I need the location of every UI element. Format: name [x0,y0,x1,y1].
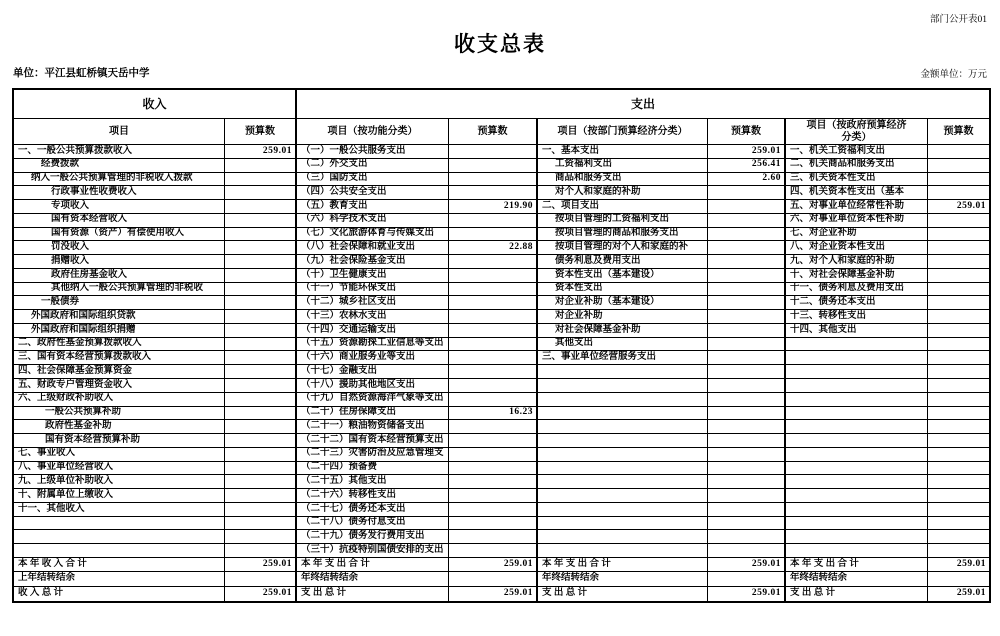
table-row-value-cell [708,283,786,297]
col-header-dept-budget: 预算数 [708,119,786,145]
table-row-item-cell: 九、对个人和家庭的补助 [786,255,928,269]
table-row-item-cell: （二十九）债务发行费用支出 [297,530,449,544]
table-row-item-cell [538,503,708,517]
table-row-value-cell [225,351,297,365]
table-row-value-cell [928,530,989,544]
unit-name: 单位：平江县虹桥镇天岳中学 [13,68,150,79]
total-row-item-cell: 本 年 收 入 合 计 [14,558,225,572]
table-row-value-cell [449,338,538,352]
total-row-value-cell [449,572,538,586]
table-row-item-cell [538,379,708,393]
table-row-item-cell [786,338,928,352]
table-row-value-cell [708,338,786,352]
table-row-value-cell [449,186,538,200]
table-row-item-cell: 十三、转移性支出 [786,310,928,324]
col-header-govt-budget: 预算数 [928,119,989,145]
table-row-value-cell [708,407,786,421]
col-header-dept-item: 项目（按部门预算经济分类） [538,119,708,145]
table-row-item-cell [538,475,708,489]
table-row-item-cell: （九）社会保险基金支出 [297,255,449,269]
total-row-value-cell: 259.01 [449,587,538,601]
table-row-item-cell: （十四）交通运输支出 [297,324,449,338]
table-row-value-cell [928,420,989,434]
table-row-item-cell: 十一、其他收入 [14,503,225,517]
table-row-value-cell [225,462,297,476]
table-row-item-cell [538,530,708,544]
table-row-item-cell: 七、事业收入 [14,448,225,462]
table-row-item-cell [786,365,928,379]
table-row-value-cell [708,269,786,283]
table-row-item-cell: （十八）援助其他地区支出 [297,379,449,393]
table-row-item-cell: （十二）城乡社区支出 [297,296,449,310]
table-row-item-cell [14,530,225,544]
table-row-item-cell: 对社会保障基金补助 [538,324,708,338]
budget-summary-table [12,88,991,603]
total-row-item-cell: 上年结转结余 [14,572,225,586]
table-row-item-cell: 二、机关商品和服务支出 [786,159,928,173]
total-row-item-cell: 年终结转结余 [297,572,449,586]
table-row-value-cell [928,324,989,338]
table-row-value-cell [225,159,297,173]
table-row-value-cell [449,310,538,324]
table-row-value-cell [928,173,989,187]
table-row-item-cell: 一、一般公共预算拨款收入 [14,145,225,159]
table-row-value-cell [928,517,989,531]
table-row-value-cell [928,310,989,324]
table-row-value-cell [928,407,989,421]
table-row-item-cell: （六）科学技术支出 [297,214,449,228]
table-row-value-cell [225,283,297,297]
total-row-item-cell: 本 年 支 出 合 计 [297,558,449,572]
table-row-value-cell [225,228,297,242]
table-row-item-cell: 十二、债务还本支出 [786,296,928,310]
table-totals [14,558,989,601]
table-row-value-cell [225,269,297,283]
table-row-value-cell [928,214,989,228]
table-row-item-cell: （五）教育支出 [297,200,449,214]
table-row-value-cell [225,489,297,503]
table-row-value-cell [225,310,297,324]
table-row-value-cell [708,462,786,476]
table-row-item-cell: 国有资本经营收入 [14,214,225,228]
table-row-item-cell [786,475,928,489]
table-row-value-cell [928,269,989,283]
table-row-item-cell: 十四、其他支出 [786,324,928,338]
table-row-value-cell [708,434,786,448]
table-row-item-cell: 工资福利支出 [538,159,708,173]
group-header-expenditure: 支出 [297,90,989,119]
table-row-item-cell: 罚没收入 [14,241,225,255]
table-row-item-cell: （二十三）灾害防治及应急管理支 [297,448,449,462]
table-row-item-cell [786,517,928,531]
table-row-item-cell: 国有资源（资产）有偿使用收入 [14,228,225,242]
table-row-item-cell: 行政事业性收费收入 [14,186,225,200]
total-row-value-cell: 259.01 [956,588,986,599]
table-row-item-cell [786,503,928,517]
table-row-item-cell: 三、机关资本性支出 [786,173,928,187]
table-row-value-cell [225,241,297,255]
table-row-value-cell [708,503,786,517]
table-row-item-cell [538,393,708,407]
total-row-value-cell [928,572,989,586]
meta-row [13,65,987,80]
table-row-item-cell: （八）社会保障和就业支出 [297,241,449,255]
col-header-govt-item: 项目（按政府预算经济分类） [786,119,928,145]
table-row-item-cell: 三、事业单位经营服务支出 [538,351,708,365]
table-row-value-cell [708,324,786,338]
total-row-item-cell: 本 年 支 出 合 计 [538,558,708,572]
table-row-item-cell: 七、对企业补助 [786,228,928,242]
table-row-item-cell [538,544,708,558]
table-row-value-cell [225,173,297,187]
table-row-item-cell: 按项目管理的工资福利支出 [538,214,708,228]
table-row-item-cell: （七）文化旅游体育与传媒支出 [297,228,449,242]
table-row-value-cell [449,379,538,393]
table-row-value-cell [225,475,297,489]
table-row-value-cell [449,503,538,517]
page-title: 收支总表 [454,32,546,56]
table-row-value-cell [708,517,786,531]
table-row-item-cell: （十）卫生健康支出 [297,269,449,283]
table-row-item-cell: （二十二）国有资本经营预算支出 [297,434,449,448]
table-row-item-cell: 政府性基金补助 [14,420,225,434]
table-row-item-cell: 四、机关资本性支出（基本 [786,186,928,200]
table-row-item-cell: 外国政府和国际组织捐赠 [14,324,225,338]
table-row-item-cell [538,365,708,379]
table-row-value-cell [449,214,538,228]
table-row-item-cell: 十一、债务利息及费用支出 [786,283,928,297]
table-row-item-cell: （三）国防支出 [297,173,449,187]
table-row-item-cell [14,517,225,531]
table-row-value-cell [928,228,989,242]
table-row-item-cell: （十九）自然资源海洋气象等支出 [297,393,449,407]
table-body [14,145,989,558]
table-row-item-cell: 一、基本支出 [538,145,708,159]
table-row-value-cell [928,255,989,269]
table-row-item-cell: （二十六）转移性支出 [297,489,449,503]
table-row-value-cell [708,296,786,310]
table-row-item-cell: （二十八）债务付息支出 [297,517,449,531]
table-row-item-cell: （一）一般公共服务支出 [297,145,449,159]
table-row-value-cell [928,159,989,173]
table-row-value-cell [225,379,297,393]
table-row-item-cell [14,544,225,558]
table-row-item-cell: 十、对社会保障基金补助 [786,269,928,283]
table-row-value-cell [449,393,538,407]
col-header-func-item: 项目（按功能分类） [297,119,449,145]
table-row-value-cell [928,145,989,159]
table-row-value-cell [928,351,989,365]
table-row-item-cell: 按项目管理的商品和服务支出 [538,228,708,242]
table-row-item-cell [538,448,708,462]
table-row-item-cell [786,544,928,558]
table-row-value-cell: 2.60 [708,173,786,187]
table-row-value-cell [449,351,538,365]
table-row-item-cell: （十三）农林水支出 [297,310,449,324]
table-row-value-cell [928,379,989,393]
table-row-item-cell: 五、对事业单位经常性补助 [786,200,928,214]
table-row-item-cell: 政府住房基金收入 [14,269,225,283]
table-row-item-cell: 外国政府和国际组织贷款 [14,310,225,324]
table-row-value-cell [928,475,989,489]
table-row-value-cell [928,296,989,310]
table-row-value-cell [225,324,297,338]
table-row-item-cell [786,379,928,393]
table-row-value-cell [449,255,538,269]
table-row-value-cell [449,173,538,187]
table-row-value-cell [225,186,297,200]
table-row-value-cell [708,544,786,558]
table-row-item-cell: 八、事业单位经营收入 [14,462,225,476]
table-row-item-cell: 捐赠收入 [14,255,225,269]
total-row-item-cell: 年终结转结余 [786,572,928,586]
table-row-value-cell [449,324,538,338]
col-header-income-item: 项目 [14,119,225,145]
table-row-item-cell [786,530,928,544]
table-row-item-cell: 国有资本经营预算补助 [14,434,225,448]
table-row-item-cell [786,448,928,462]
table-row-value-cell [928,338,989,352]
table-row-value-cell: 259.01 [708,145,786,159]
table-row-item-cell: （二十七）债务还本支出 [297,503,449,517]
table-row-value-cell [449,517,538,531]
table-row-value-cell [928,462,989,476]
table-row-item-cell: 三、国有资本经营预算拨款收入 [14,351,225,365]
table-row-item-cell: 债务利息及费用支出 [538,255,708,269]
table-row-value-cell [928,186,989,200]
table-row-value-cell [708,255,786,269]
table-row-item-cell: 一般公共预算补助 [14,407,225,421]
table-row-value-cell [708,530,786,544]
table-row-value-cell [928,283,989,297]
table-row-value-cell [708,241,786,255]
table-row-item-cell [786,351,928,365]
table-row-value-cell [225,420,297,434]
table-row-item-cell: 其他纳入一般公共预算管理的非税收 [14,283,225,297]
table-row-value-cell: 256.41 [708,159,786,173]
table-row-item-cell: 对企业补助（基本建设） [538,296,708,310]
table-row-value-cell [928,503,989,517]
total-row-value-cell: 259.01 [225,587,297,601]
total-row-value-cell: 259.01 [928,558,989,572]
table-row-value-cell [928,393,989,407]
table-row-item-cell [786,462,928,476]
table-row-item-cell: 一般债券 [14,296,225,310]
table-row-value-cell: 219.90 [449,200,538,214]
table-row-value-cell [225,255,297,269]
total-row-item-cell: 支 出 总 计 [297,587,449,601]
table-row-item-cell [538,420,708,434]
table-row-value-cell [449,365,538,379]
table-row-value-cell [225,434,297,448]
table-row-value-cell [449,530,538,544]
table-row-value-cell [449,448,538,462]
table-row-value-cell [449,489,538,503]
table-row-value-cell [225,544,297,558]
table-row-value-cell [225,530,297,544]
table-row-item-cell: 经费拨款 [14,159,225,173]
table-row-item-cell: （二十五）其他支出 [297,475,449,489]
total-row-item-cell: 支 出 总 计 [538,587,708,601]
table-row-value-cell [708,186,786,200]
table-row-item-cell: 专项收入 [14,200,225,214]
table-row-value-cell [928,365,989,379]
group-header-row [14,90,989,119]
table-row-item-cell [538,462,708,476]
table-row-value-cell [449,462,538,476]
table-row-item-cell: 八、对企业资本性支出 [786,241,928,255]
table-row-item-cell: （二十）住房保障支出 [297,407,449,421]
total-row-item-cell: 收 入 总 计 [14,587,225,601]
amount-unit: 金额单位：万元 [920,70,987,80]
table-row-value-cell [928,241,989,255]
table-row-item-cell: 六、上级财政补助收入 [14,393,225,407]
table-row-value-cell [225,393,297,407]
table-row-item-cell: 按项目管理的对个人和家庭的补 [538,241,708,255]
table-row-item-cell: 二、政府性基金预算拨款收入 [14,338,225,352]
table-row-item-cell: 一、机关工资福利支出 [786,145,928,159]
table-row-item-cell: （三十）抗疫特别国债安排的支出 [297,544,449,558]
table-row-item-cell: （十六）商业服务业等支出 [297,351,449,365]
col-header-income-budget: 预算数 [225,119,297,145]
total-row-value-cell [225,572,297,586]
table-row-value-cell [225,200,297,214]
column-header-row [14,119,989,145]
table-row-item-cell: （十一）节能环保支出 [297,283,449,297]
total-row-item-cell: 支 出 总 计 [786,587,928,601]
table-row-item-cell: 商品和服务支出 [538,173,708,187]
table-row-value-cell [449,145,538,159]
table-row-value-cell [449,269,538,283]
table-row-item-cell [538,434,708,448]
total-row-value-cell: 259.01 [708,558,786,572]
table-row-value-cell [708,393,786,407]
table-row-item-cell [538,407,708,421]
table-row-value-cell [449,544,538,558]
table-row-value-cell [708,489,786,503]
table-row-item-cell [786,407,928,421]
table-row-item-cell: 其他支出 [538,338,708,352]
table-row-value-cell [449,159,538,173]
table-row-item-cell: （二）外交支出 [297,159,449,173]
table-row-item-cell: 对个人和家庭的补助 [538,186,708,200]
table-row-value-cell [225,517,297,531]
table-row-value-cell [708,310,786,324]
table-row-value-cell [928,544,989,558]
table-row-item-cell: 六、对事业单位资本性补助 [786,214,928,228]
table-row-value-cell [449,434,538,448]
table-row-value-cell [928,434,989,448]
total-row-item-cell: 年终结转结余 [538,572,708,586]
doc-code: 部门公开表01 [929,15,987,25]
table-row-value-cell: 259.01 [225,145,297,159]
total-row-item-cell: 本 年 支 出 合 计 [786,558,928,572]
table-row-item-cell [786,393,928,407]
table-row-value-cell [225,503,297,517]
table-row-value-cell [225,338,297,352]
table-row-value-cell: 16.23 [449,407,538,421]
group-header-income: 收入 [14,90,297,119]
table-row-item-cell: 资本性支出 [538,283,708,297]
table-row-item-cell [786,489,928,503]
total-row-value-cell: 259.01 [708,587,786,601]
table-row-value-cell [225,407,297,421]
table-row-value-cell [708,200,786,214]
table-row-value-cell [708,448,786,462]
total-row-value-cell [708,572,786,586]
table-row-value-cell [708,214,786,228]
table-row-value-cell [225,365,297,379]
table-row-item-cell: 资本性支出（基本建设） [538,269,708,283]
table-row-value-cell [928,489,989,503]
table-row-item-cell: 纳入一般公共预算管理的非税收入拨款 [14,173,225,187]
table-row-item-cell: 对企业补助 [538,310,708,324]
table-row-item-cell: （四）公共安全支出 [297,186,449,200]
col-header-func-budget: 预算数 [449,119,538,145]
table-row-item-cell: （二十四）预备费 [297,462,449,476]
table-row-item-cell: 五、财政专户管理资金收入 [14,379,225,393]
table-row-item-cell: （十五）资源勘探工业信息等支出 [297,338,449,352]
table-row-item-cell [538,489,708,503]
table-row-item-cell: （十七）金融支出 [297,365,449,379]
table-row-item-cell [786,434,928,448]
table-row-value-cell [449,420,538,434]
table-row-value-cell [708,351,786,365]
table-row-item-cell: 十、附属单位上缴收入 [14,489,225,503]
table-row-value-cell: 22.88 [449,241,538,255]
table-row-item-cell: 九、上级单位补助收入 [14,475,225,489]
table-row-item-cell [786,420,928,434]
table-row-value-cell [708,365,786,379]
table-row-value-cell [225,448,297,462]
table-row-item-cell: （二十一）粮油物资储备支出 [297,420,449,434]
table-row-value-cell [708,228,786,242]
table-row-value-cell [928,448,989,462]
total-row-value-cell: 259.01 [225,558,297,572]
table-row-value-cell [225,214,297,228]
table-row-value-cell [708,475,786,489]
table-row-value-cell [708,379,786,393]
table-row-value-cell [449,296,538,310]
table-row-value-cell [449,475,538,489]
table-row-value-cell [449,228,538,242]
table-row-value-cell [708,420,786,434]
table-row-item-cell [538,517,708,531]
table-row-item-cell: 四、社会保障基金预算资金 [14,365,225,379]
table-row-value-cell [449,283,538,297]
table-row-item-cell: 二、项目支出 [538,200,708,214]
table-row-value-cell [225,296,297,310]
total-row-value-cell: 259.01 [449,558,538,572]
table-row-value-cell: 259.01 [928,200,989,214]
